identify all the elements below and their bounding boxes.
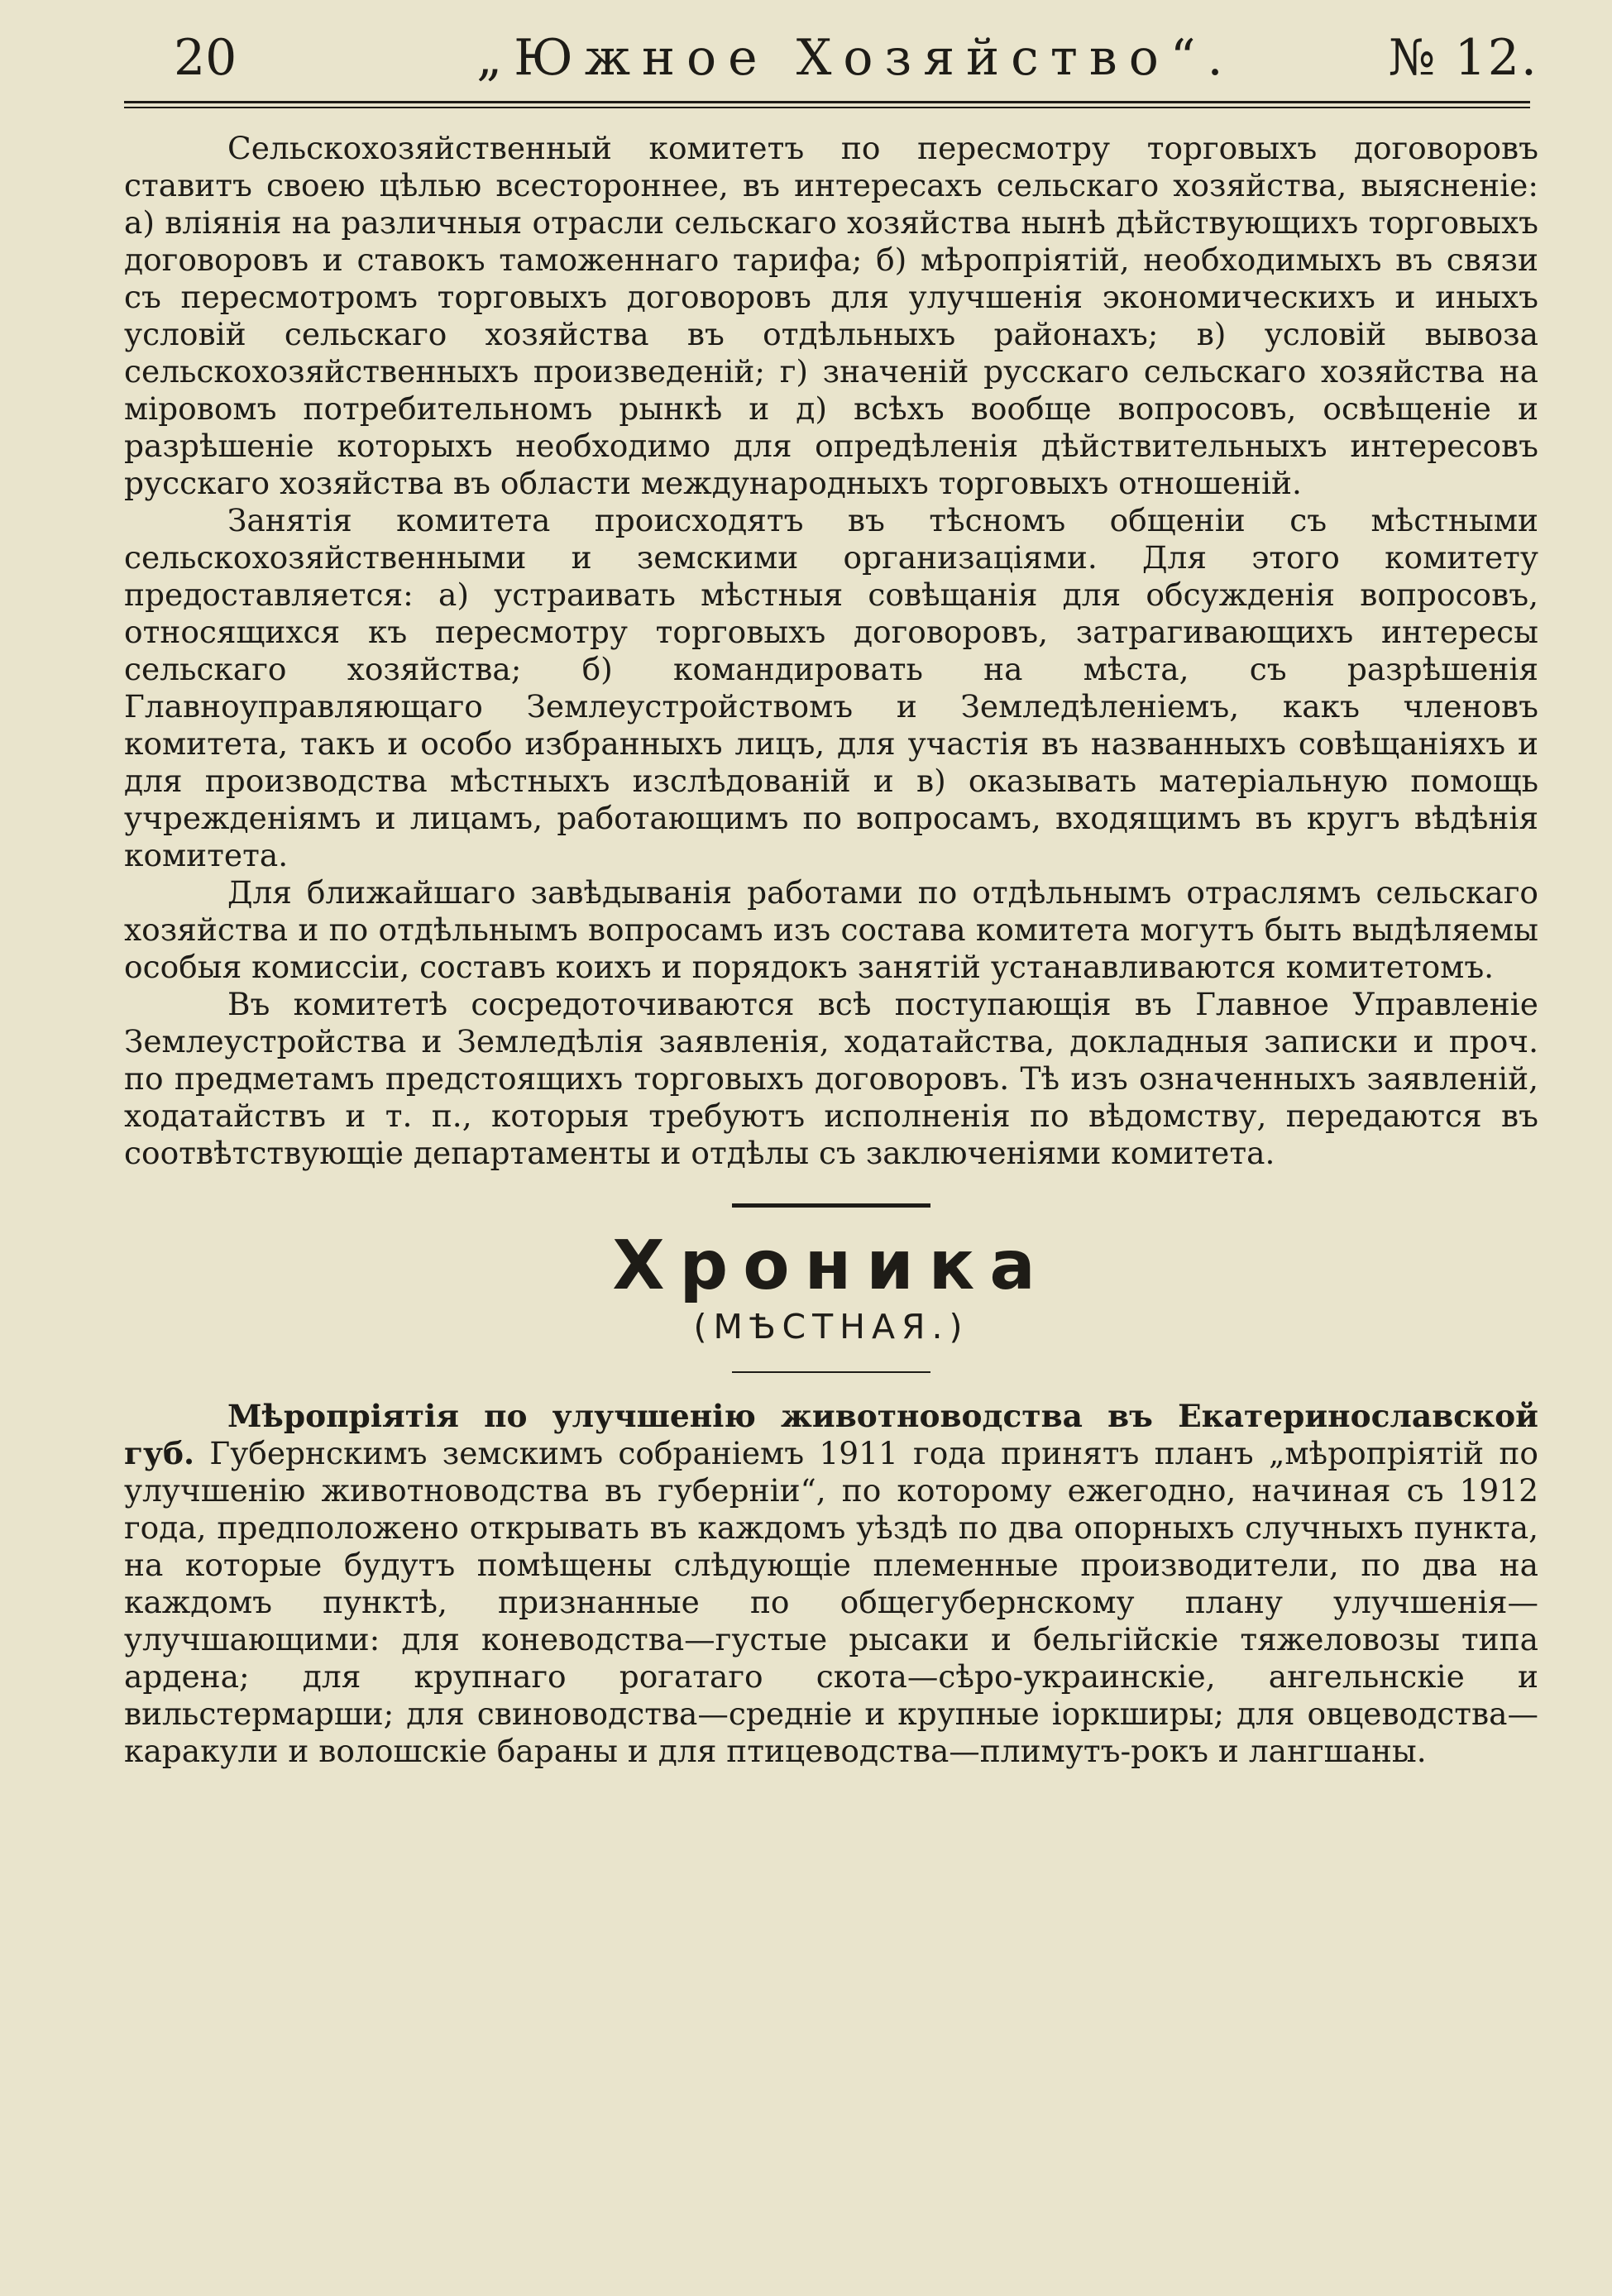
article-paragraph-3: Для ближайшаго завѣдыванія работами по отдѣльнымъ отраслямъ сельскаго хозяйства и по отдѣльнымъ вопросамъ изъ состава комитета могутъ быть выдѣляемы особыя комиссіи, составъ коихъ и порядокъ занятій устанавливаются комитетомъ. — [124, 874, 1538, 985]
section-divider — [732, 1203, 930, 1208]
journal-page — [124, 29, 1538, 1770]
chronicle-text: Губернскимъ земскимъ собраніемъ 1911 года принятъ планъ „мѣропріятій по улучшенію животноводства въ губерніи“, по которому ежегодно, начиная съ 1912 года, предположено открывать въ каждомъ уѣздѣ по два опорныхъ случныхъ пункта, на которые будутъ помѣщены слѣдующіе племенные производители, по два на каждомъ пунктѣ, признанные по общегубернскому плану улучшенія— улучшающими: для коневодства—густые рысаки и бельгійскіе тяжеловозы типа ардена; для крупнаго рогатаго скота—сѣро-украинскіе, ангельнскіе и вильстермарши; для свиноводства—средніе и крупные іоркширы; для овцеводства—каракули и волошскіе бараны и для птицеводства—плимутъ-рокъ и лангшаны. — [124, 1435, 1538, 1770]
article-paragraph-4: Въ комитетѣ сосредоточиваются всѣ поступающія въ Главное Управленіе Землеустройства и Земледѣлія заявленія, ходатайства, докладныя записки и проч. по предметамъ предстоящихъ торговыхъ договоровъ. Тѣ изъ означенныхъ заявленій, ходатайствъ и т. п., которыя требуютъ исполненія по вѣдомству, передаются въ соотвѣтствующіе департаменты и отдѣлы съ заключеніями комитета. — [124, 986, 1538, 1171]
running-head — [124, 29, 1538, 91]
article-paragraph-2: Занятія комитета происходятъ въ тѣсномъ общеніи съ мѣстными сельскохозяйственными и земскими организаціями. Для этого комитету предоставляется: а) устраивать мѣстныя совѣщанія для обсужденія вопросовъ, относящихся къ пересмотру торговыхъ договоровъ, затрагивающихъ интересы сельскаго хозяйства; б) командировать на мѣста, съ разрѣшенія Главноуправляющаго Землеустройствомъ и Земледѣленіемъ, какъ членовъ комитета, такъ и особо избранныхъ лицъ, для участія въ названныхъ совѣщаніяхъ и для производства мѣстныхъ изслѣдованій и в) оказывать матеріальную помощь учрежденіямъ и лицамъ, работающимъ по вопросамъ, входящимъ въ кругъ вѣдѣнія комитета. — [124, 502, 1538, 873]
page-number: 20 — [174, 29, 237, 87]
subtitle-divider — [732, 1371, 930, 1373]
section-title: Хроника — [612, 1227, 1050, 1305]
section-subtitle: (МѢСТНАЯ.) — [693, 1307, 969, 1347]
chronicle-paragraph — [124, 1398, 1538, 1770]
article-body — [124, 130, 1538, 1172]
journal-title: „Южное Хозяйство“. — [476, 29, 1235, 87]
header-rule — [124, 101, 1530, 108]
chronicle-lead: Мѣропріятія по улучшенію животноводства въ Екатеринославской губ. — [124, 1398, 1538, 1472]
chronicle-body — [124, 1398, 1538, 1770]
issue-number: № 12. — [1388, 29, 1538, 87]
article-paragraph-1: Сельскохозяйственный комитетъ по пересмотру торговыхъ договоровъ ставитъ своею цѣлью всестороннее, въ интересахъ сельскаго хозяйства, выясненіе: а) вліянія на различныя отрасли сельскаго хозяйства нынѣ дѣйствующихъ торговыхъ договоровъ и ставокъ таможеннаго тарифа; б) мѣропріятій, необходимыхъ въ связи съ пересмотромъ торговыхъ договоровъ для улучшенія экономическихъ и иныхъ условій сельскаго хозяйства въ отдѣльныхъ районахъ; в) условій вывоза сельскохозяйственныхъ произведеній; г) значеній русскаго сельскаго хозяйства на міровомъ потребительномъ рынкѣ и д) всѣхъ вообще вопросовъ, освѣщеніе и разрѣшеніе которыхъ необходимо для опредѣленія дѣйствительныхъ интересовъ русскаго хозяйства въ области международныхъ торговыхъ отношеній. — [124, 130, 1538, 501]
